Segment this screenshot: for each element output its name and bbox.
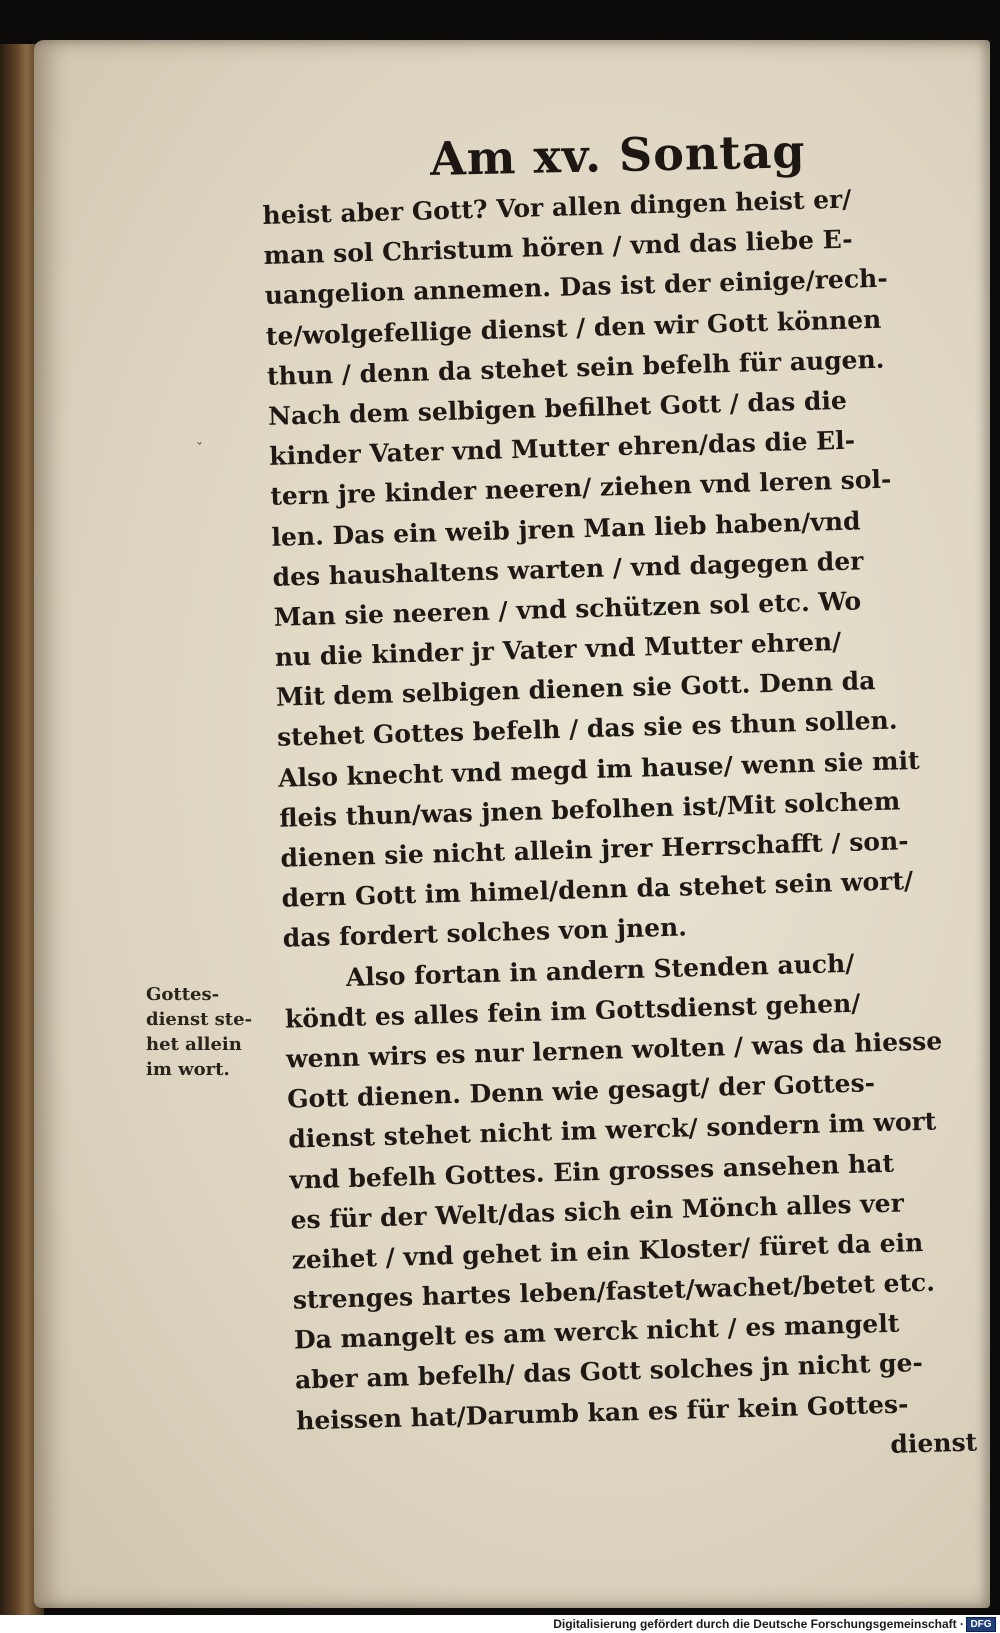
digitization-credit: Digitalisierung gefördert durch die Deutsche Forschungsgemeinschaft · xyxy=(553,1617,964,1631)
text-line: heissen hat/Darumb kan es für kein Gottes- xyxy=(295,1389,909,1436)
text-line: vnd befelh Gottes. Ein grosses ansehen hat xyxy=(289,1148,895,1195)
text-line: köndt es alles fein im Gottsdienst gehen/ xyxy=(284,988,861,1034)
text-line: Da mangelt es am werck nicht / es mangelt xyxy=(293,1308,900,1355)
text-line: aber am befelh/ das Gott solches jn nicht ge- xyxy=(294,1348,924,1395)
text-line: thun / denn da stehet sein befelh für augen. xyxy=(266,344,885,391)
margin-mark: ˇ xyxy=(196,441,203,457)
marginal-note-line: het allein xyxy=(146,1034,242,1055)
dfg-logo: DFG xyxy=(966,1617,996,1632)
text-line: strenges hartes leben/fastet/wachet/betet etc. xyxy=(292,1267,936,1315)
text-line: Also fortan in andern Stenden auch/ xyxy=(345,948,855,992)
text-line: stehet Gottes befelh / das sie es thun sollen. xyxy=(276,705,898,753)
text-line: zeihet / vnd gehet in ein Kloster/ füret da ein xyxy=(291,1227,924,1275)
catchword: dienst xyxy=(890,1427,978,1459)
text-line: kinder Vater vnd Mutter ehren/das die El- xyxy=(268,425,856,472)
text-line: das fordert solches von jnen. xyxy=(282,912,688,954)
text-line: es für der Welt/das sich ein Mönch alles ver xyxy=(290,1188,905,1235)
text-line: Mit dem selbigen dienen sie Gott. Denn da xyxy=(275,666,876,713)
text-line: len. Das ein weib jren Man lieb haben/vnd xyxy=(271,505,861,552)
text-line: des haushaltens warten / vnd dagegen der xyxy=(272,546,864,592)
marginal-note-line: im wort. xyxy=(146,1059,230,1080)
text-line: Also knecht vnd megd im hause/ wenn sie mit xyxy=(277,745,920,793)
text-line: wenn wirs es nur lernen wolten / was da hiesse xyxy=(285,1026,943,1074)
running-head: Am xv. Sontag xyxy=(429,124,807,186)
text-line: uangelion annemen. Das ist der einige/rech- xyxy=(264,263,889,311)
text-line: Man sie neeren / vnd schützen sol etc. Wo xyxy=(273,586,862,632)
text-line: fleis thun/was jnen befolhen ist/Mit solchem xyxy=(278,786,901,833)
main-text-block xyxy=(262,176,998,1481)
text-line: heist aber Gott? Vor allen dingen heist er/ xyxy=(262,184,852,230)
text-line: man sol Christum hören / vnd das liebe E- xyxy=(263,224,853,271)
text-line: dienen sie nicht allein jrer Herrschafft / son- xyxy=(280,826,909,873)
text-line: nu die kinder jr Vater vnd Mutter ehren/ xyxy=(274,627,842,672)
text-line: te/wolgefellige dienst / den wir Gott können xyxy=(265,304,882,351)
marginal-note xyxy=(146,982,266,1082)
text-line: dern Gott im himel/denn da stehet sein wort/ xyxy=(281,866,914,913)
text-line: Nach dem selbigen befilhet Gott / das die xyxy=(267,385,848,431)
marginal-note-line: dienst ste- xyxy=(146,1009,253,1030)
text-line: Gott dienen. Denn wie gesagt/ der Gottes- xyxy=(286,1068,876,1114)
text-line: dienst stehet nicht im werck/ sondern im wort xyxy=(287,1106,937,1154)
text-line: tern jre kinder neeren/ ziehen vnd leren sol- xyxy=(269,464,892,512)
marginal-note-line: Gottes- xyxy=(146,984,220,1005)
